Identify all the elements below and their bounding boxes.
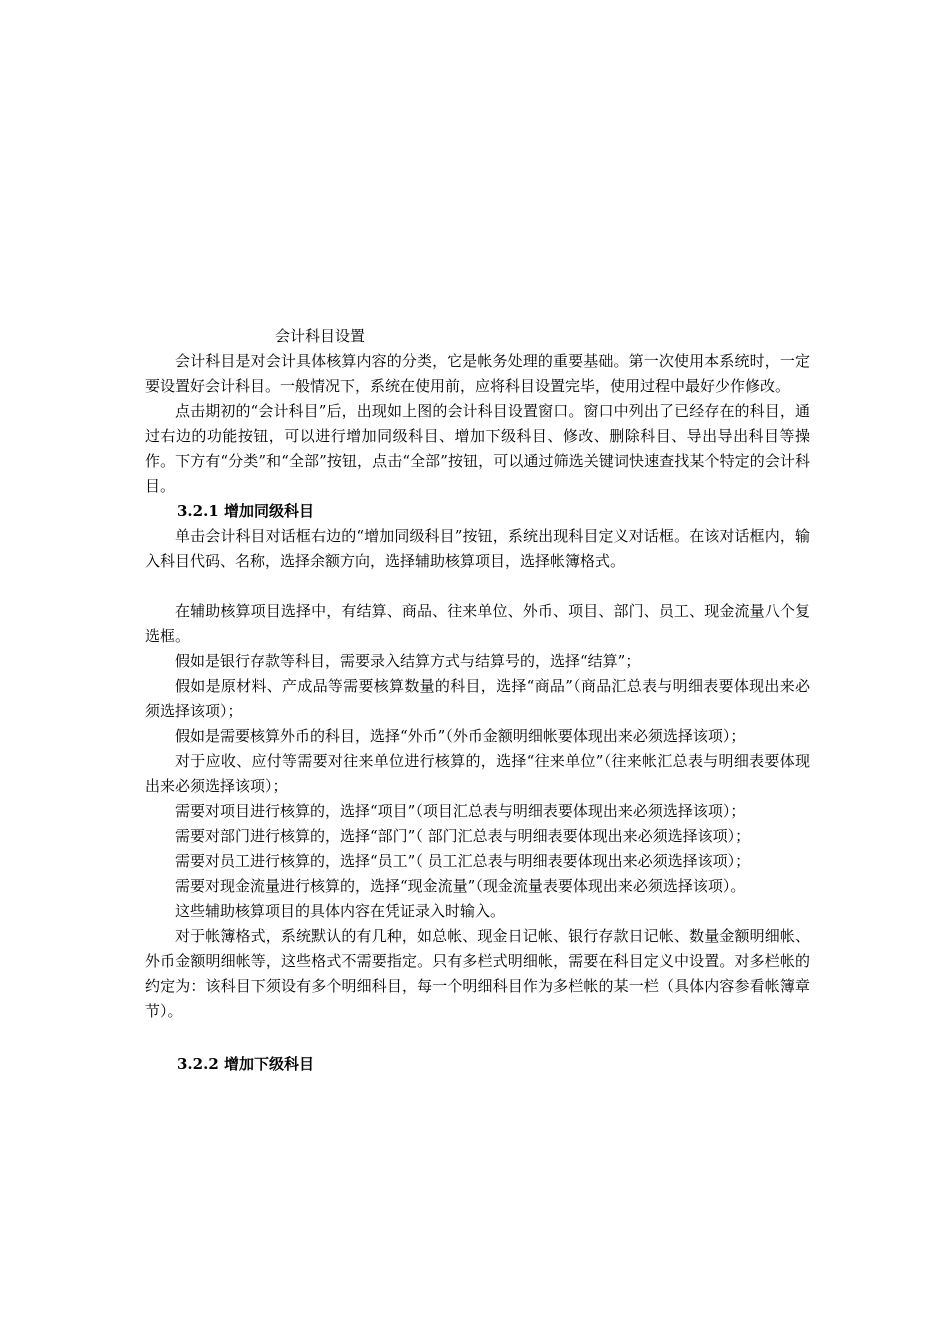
paragraph: 假如是银行存款等科目，需要录入结算方式与结算号的，选择“结算”； bbox=[175, 652, 641, 670]
paragraph: 对于应收、应付等需要对往来单位进行核算的，选择“往来单位”（往来帐汇总表与明细表要体现出来必须选择该项）； bbox=[145, 752, 810, 795]
document-body bbox=[145, 349, 810, 1077]
paragraph: 在辅助核算项目选择中，有结算、商品、往来单位、外币、项目、部门、员工、现金流量八个复选框。 bbox=[145, 602, 810, 645]
paragraph: 需要对部门进行核算的，选择“部门”（ 部门汇总表与明细表要体现出来必须选择该项）； bbox=[175, 827, 751, 845]
paragraph: 这些辅助核算项目的具体内容在凭证录入时输入。 bbox=[175, 902, 506, 920]
section-heading: 3.2.2 增加下级科目 bbox=[177, 1055, 314, 1073]
paragraph: 假如是需要核算外币的科目，选择“外币”（外币金额明细帐要体现出来必须选择该项）； bbox=[175, 727, 746, 745]
paragraph: 对于帐簿格式，系统默认的有几种，如总帐、现金日记帐、银行存款日记帐、数量金额明细帐、外币金额明细帐等，这些格式不需要指定。只有多栏式明细帐，需要在科目定义中设置。对多栏帐的约定为：该科目下须设有多个明细科目，每一个明细科目作为多栏帐的某一栏（具体内容参看帐簿章节）。 bbox=[145, 927, 810, 1020]
paragraph: 需要对现金流量进行核算的，选择“现金流量”（现金流量表要体现出来必须选择该项）。 bbox=[175, 877, 746, 895]
paragraph: 单击会计科目对话框右边的“增加同级科目”按钮，系统出现科目定义对话框。在该对话框内，输入科目代码、名称，选择余额方向，选择辅助核算项目，选择帐簿格式。 bbox=[145, 527, 810, 570]
spacer bbox=[145, 574, 810, 599]
section-heading: 3.2.1 增加同级科目 bbox=[177, 502, 314, 520]
paragraph: 假如是原材料、产成品等需要核算数量的科目，选择“商品”（商品汇总表与明细表要体现出来必须选择该项）； bbox=[145, 677, 810, 720]
paragraph: 会计科目是对会计具体核算内容的分类，它是帐务处理的重要基础。第一次使用本系统时，一定要设置好会计科目。一般情况下，系统在使用前，应将科目设置完毕，使用过程中最好少作修改。 bbox=[145, 352, 810, 395]
figure-caption: 会计科目设置 bbox=[275, 327, 366, 345]
paragraph: 点击期初的“会计科目”后，出现如上图的会计科目设置窗口。窗口中列出了已经存在的科目，通过右边的功能按钮，可以进行增加同级科目、增加下级科目、修改、删除科目、导出导出科目等操作。下方有“分类”和“全部”按钮，点击“全部”按钮，可以通过筛选关键词快速查找某个特定的会计科目。 bbox=[145, 402, 810, 495]
paragraph: 需要对员工进行核算的，选择“员工”（ 员工汇总表与明细表要体现出来必须选择该项）； bbox=[175, 852, 751, 870]
spacer bbox=[145, 1024, 810, 1052]
paragraph: 需要对项目进行核算的，选择“项目”（项目汇总表与明细表要体现出来必须选择该项）； bbox=[175, 802, 746, 820]
